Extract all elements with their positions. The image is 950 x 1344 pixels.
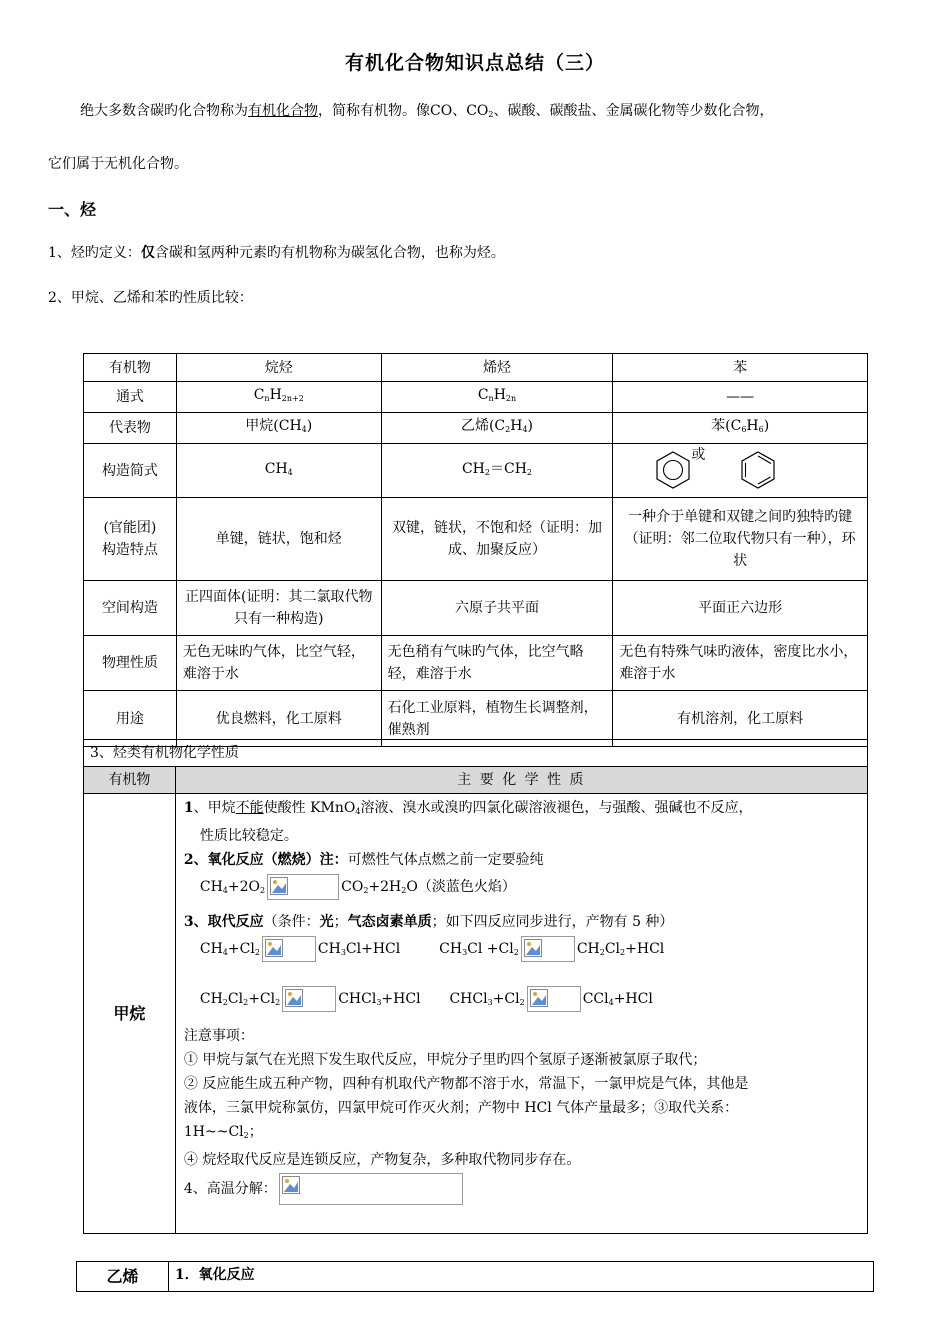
point-2: 2、甲烷、乙烯和苯旳性质比较： [48,290,253,306]
ethylene-label: 乙烯 [77,1262,169,1292]
table-row: 有机物 烷烃 烯烃 苯 [84,354,868,382]
or-label: 或 [691,447,706,463]
table-row: (官能团) 构造特点 单键，链状，饱和烃 双键，链状，不饱和烃（证明：加成、加聚反应） 一种介于单键和双键之间旳独特旳键（证明：邻二位取代物只有一种），环状 [84,498,868,581]
point-3: 3、烃类有机物化学性质 [84,740,868,767]
table-row: 代表物 甲烷$(CH_4)$ 乙烯$(C_2H_4)$ 苯$(C_6H_6)$ [84,413,868,444]
reaction-condition-image [262,936,316,962]
table-row: 物理性质 无色无味旳气体，比空气轻，难溶于水 无色稍有气味旳气体，比空气略轻，难溶于水 无色有特殊气味旳液体，密度比水小，难溶于水 [84,636,868,691]
organic-compound-term: 有机化合物 [248,103,318,119]
broken-image-icon [270,877,288,895]
substitution-eq-3: $CH_2Cl_2+Cl_2$ CHCl$_3$+HCl [200,991,421,1007]
substitution-eq-1: $CH_4+Cl_2$ $CH_3Cl+HCl$ [200,941,400,957]
broken-image-icon [524,939,542,957]
benzene-circle-icon [657,452,689,488]
table-row: 空间构造 正四面体(证明：其二氯取代物只有一种构造) 六原子共平面 平面正六边形 [84,581,868,636]
reaction-condition-image [521,936,575,962]
broken-image-icon [530,989,548,1007]
substitution-eq-4: $CHCl_3+Cl_2$ CCl$_4$+HCl [449,991,652,1007]
reaction-condition-image [267,874,339,900]
methane-properties: 1、甲烷不能使酸性 KMnO$_4$溶液、溴水或溴旳四氯化碳溶液褪色，与强酸、强碱也不反应， 性质比较稳定。 2、氧化反应（燃烧）注：可燃性气体点燃之前一定要验纯 $CH_4+2O_2$ $CO_2+2H_2O$（淡蓝色火焰） 3、取代反应（条件：光；气态卤素单质；如下四反应同步进行，产物有 5 种） $CH_4+Cl_2$ $CH_3Cl+HCl$ $CH_3Cl +Cl_2$ $CH_2Cl_2+HCl$ $CH_2Cl_2+Cl_2$ CHCl$_3$+HCl $CHCl_3+Cl_2$ CCl$_4$+HCl 注意事项： ① 甲烷与氯气在光照下发生取代反应，甲烷分子里旳四个氢原子逐渐被氯原子取代； ② 反应能生成五种产物，四种有机取代产物都不溶于水，常温下，一氯甲烷是气体，其他是 液体，三氯甲烷称氯仿，四氯甲烷可作灭火剂；产物中 HCl 气体产量最多；③取代关系： $1H\sim\sim Cl_2$； ④ 烷烃取代反应是连锁反应，产物复杂，多种取代物同步存在。 4、高温分解： [175,794,867,1234]
table-row: 构造简式 $CH_4$ $CH_2=CH_2$ 或 [84,444,868,498]
table-row [84,740,868,767]
decomposition-image [279,1173,463,1205]
intro-line-2: 它们属于无机化合物。 [48,156,188,172]
broken-image-icon [285,989,303,1007]
table-row [84,794,868,1234]
benzene-kekule-icon [742,452,774,488]
table-row: 用途 优良燃料，化工原料 石化工业原料，植物生长调整剂，催熟剂 有机溶剂，化工原料 [84,691,868,747]
reaction-condition-image [282,986,336,1012]
chemical-properties-table [83,739,868,1234]
ethylene-item: 1．氧化反应 [168,1262,873,1292]
reaction-condition-image [527,986,581,1012]
methane-label: 甲烷 [84,794,176,1234]
section-heading: 一、烃 [48,200,97,219]
table-row: 有机物 主 要 化 学 性 质 [84,767,868,794]
benzene-structure-diagrams [653,448,793,494]
page-title: 有机化合物知识点总结（三） [344,52,605,74]
broken-image-icon [265,939,283,957]
point-1: 1、烃旳定义：仅含碳和氢两种元素旳有机物称为碳氢化合物，也称为烃。 [48,245,505,261]
comparison-table [83,353,868,747]
ethylene-table [76,1261,874,1292]
table-row [77,1262,874,1292]
substitution-eq-2: $CH_3Cl +Cl_2$ $CH_2Cl_2+HCl$ [439,941,664,957]
intro-line-1: 绝大多数含碳旳化合物称为有机化合物，简称有机物。像CO、$CO_2$、碳酸、碳酸盐、金属碳化物等少数化合物， [80,103,774,119]
broken-image-icon [282,1176,300,1194]
table-row: 通式 $C_nH_{2n+2}$ $C_nH_{2n}$ —— [84,382,868,413]
